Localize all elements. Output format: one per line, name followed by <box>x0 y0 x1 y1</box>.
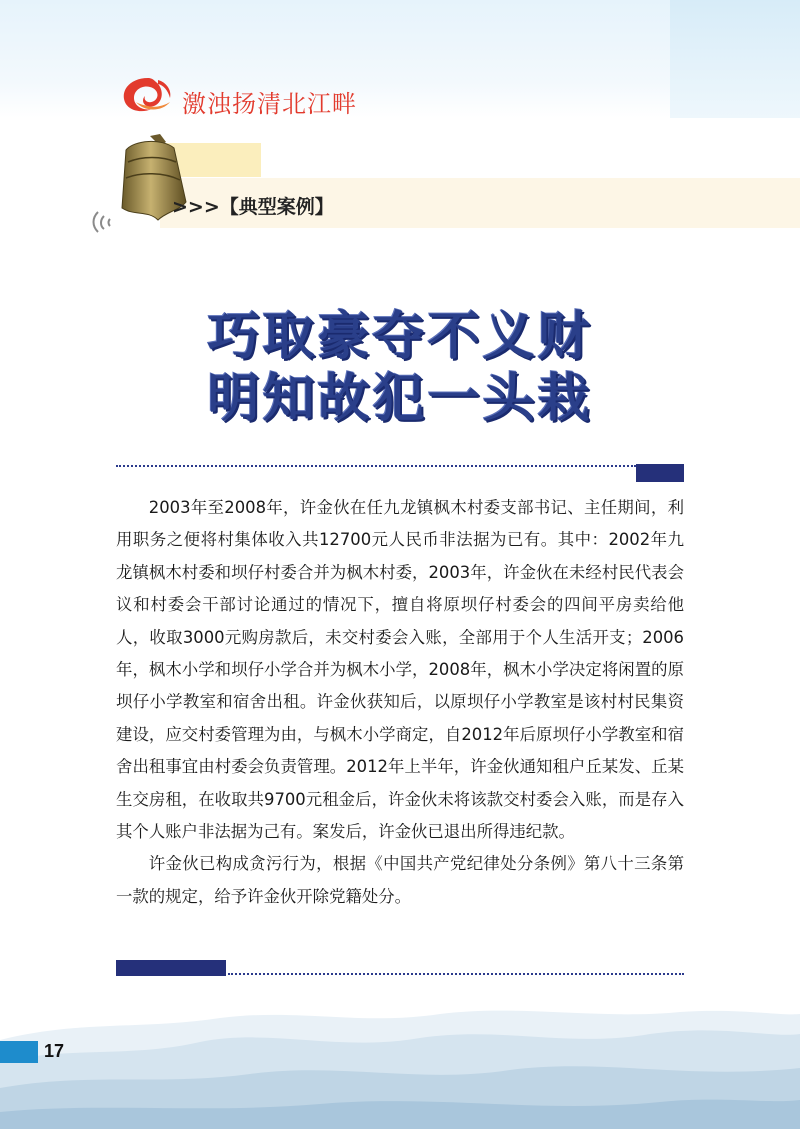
article-body <box>116 492 684 913</box>
bottom-divider-dots <box>228 973 684 975</box>
article-paragraph-2: 许金伙已构成贪污行为，根据《中国共产党纪律处分条例》第八十三条第一款的规定，给予许金伙开除党籍处分。 <box>116 854 684 906</box>
article-paragraph-1: 2003年至2008年，许金伙在任九龙镇枫木村委支部书记、主任期间，利用职务之便将村集体收入共12700元人民币非法据为已有。其中：2002年九龙镇枫木村委和坝仔村委合并为枫木村委，2003年，许金伙在未经村民代表会议和村委会干部讨论通过的情况下，擅自将原坝仔村委会的四间平房卖给他人，收取3000元购房款后，未交村委会入账，全部用于个人生活开支；2006年，枫木小学和坝仔小学合并为枫木小学，2008年，枫木小学决定将闲置的原坝仔小学教室和宿舍出租。许金伙获知后，以原坝仔小学教室是该村村民集资建设，应交村委管理为由，与枫木小学商定，自2012年后原坝仔小学教室和宿舍出租事宜由村委会负责管理。2012年上半年，许金伙通知租户丘某发、丘某生交房租，在收取共9700元租金后，许金伙未将该款交村委会入账，而是存入其个人账户非法据为己有。案发后，许金伙已退出所得违纪款。 <box>116 498 684 842</box>
header-title: 激浊扬清北江畔 <box>182 90 357 118</box>
bottom-divider-block <box>116 960 226 976</box>
section-label: >>>【典型案例】 <box>172 196 334 218</box>
top-divider-dots <box>116 465 636 467</box>
headline-line-1: 巧取豪夺不义财 <box>207 307 593 367</box>
swirl-logo-icon <box>118 72 178 116</box>
header-band-accent <box>670 0 800 118</box>
top-divider-block <box>636 464 684 482</box>
bell-icon <box>82 128 192 240</box>
headline-line-2: 明知故犯一头栽 <box>207 369 593 429</box>
page-number-bar <box>0 1041 38 1063</box>
mountain-landscape <box>0 990 800 1129</box>
page-number: 17 <box>44 1041 65 1061</box>
